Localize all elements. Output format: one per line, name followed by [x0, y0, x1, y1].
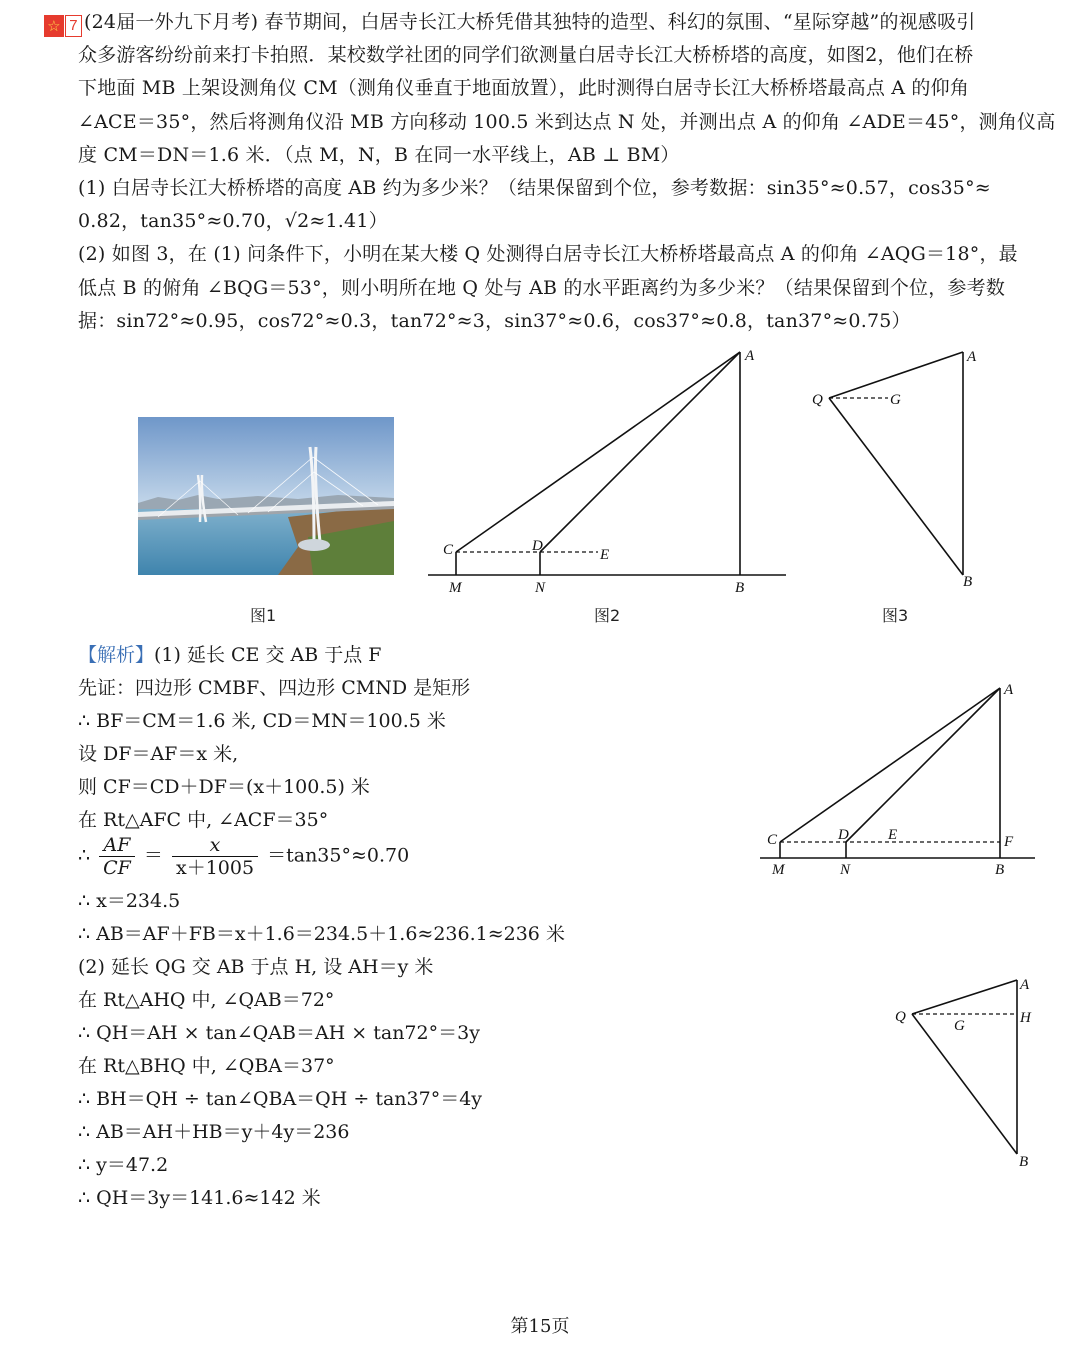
- solution-figure-2: [890, 970, 1050, 1175]
- solution-head: [78, 640, 381, 667]
- fraction-equation: [78, 834, 409, 879]
- fraction-numerator: x: [172, 834, 258, 857]
- label-a: A: [967, 349, 977, 365]
- solution-line: ∴ x＝234.5: [78, 890, 181, 912]
- analysis-tag: 【解析】: [78, 644, 155, 666]
- label-b: B: [963, 574, 973, 590]
- solution-line: ∴ AB＝AF＋FB＝x＋1.6＝234.5＋1.6≈236.1≈236 米: [78, 923, 565, 945]
- solution-line: ∴ QH＝3y＝141.6≈142 米: [78, 1187, 321, 1209]
- label-b: B: [995, 862, 1005, 878]
- solution-line: 在 Rt△AHQ 中, ∠QAB＝72°: [78, 989, 335, 1011]
- label-c: C: [443, 542, 454, 558]
- solution-line: ∴ AB＝AH＋HB＝y＋4y＝236: [78, 1121, 350, 1143]
- label-q: Q: [895, 1009, 906, 1025]
- label-a: A: [1020, 977, 1030, 993]
- label-n: N: [840, 862, 851, 878]
- label-a: A: [745, 348, 755, 364]
- solution-line: ∴ BF＝CM＝1.6 米, CD＝MN＝100.5 米: [78, 710, 446, 732]
- solution-line: 在 Rt△AFC 中, ∠ACF＝35°: [78, 809, 329, 831]
- figure-3-diagram: [805, 345, 985, 595]
- label-g: G: [954, 1018, 965, 1034]
- equals-sign: ＝: [143, 844, 163, 867]
- therefore-symbol: ∴: [78, 844, 91, 867]
- solution-line: ∴ QH＝AH × tan∠QAB＝AH × tan72°＝3y: [78, 1022, 480, 1044]
- label-f: F: [1004, 834, 1014, 850]
- bridge-photo: [138, 417, 394, 575]
- segment-ca: [780, 688, 1000, 842]
- label-n: N: [535, 580, 546, 596]
- problem-line: 下地面 MB 上架设测角仪 CM（测角仪垂直于地面放置），此时测得白居寺长江大桥桥塔最高点 A 的仰角: [78, 77, 970, 100]
- problem-statement: [44, 6, 1056, 338]
- segment-qb: [912, 1014, 1017, 1154]
- solution-figure-1: [755, 680, 1045, 880]
- solution-line: (2) 延长 QG 交 AB 于点 H, 设 AH＝y 米: [78, 956, 434, 978]
- fraction-numerator: AF: [99, 834, 135, 857]
- figure-2-caption: 图2: [594, 606, 621, 625]
- fraction-x: [172, 834, 258, 879]
- segment-da: [846, 688, 1000, 842]
- problem-line: 低点 B 的俯角 ∠BQG＝53°，则小明所在地 Q 处与 AB 的水平距离约为多少米？（结果保留到个位，参考数: [78, 276, 1006, 299]
- fraction-af-cf: [99, 834, 135, 879]
- label-q: Q: [812, 392, 823, 408]
- segment-qb: [829, 398, 963, 575]
- page-number: 第15页: [510, 1316, 570, 1337]
- figure-1-caption: 图1: [250, 606, 277, 625]
- problem-line: 度 CM＝DN＝1.6 米．（点 M，N，B 在同一水平线上，AB ⊥ BM）: [78, 143, 680, 166]
- solution-line: ∴ BH＝QH ÷ tan∠QBA＝QH ÷ tan37°＝4y: [78, 1088, 483, 1110]
- problem-line: [44, 6, 1044, 39]
- part1-head: (1) 延长 CE 交 AB 于点 F: [154, 644, 382, 666]
- problem-number: 7: [65, 15, 82, 37]
- segment-da: [540, 352, 740, 552]
- fraction-denominator: x＋1005: [175, 857, 255, 879]
- problem-line: 据：sin72°≈0.95，cos72°≈0.3，tan72°≈3，sin37°≈0.6，cos37°≈0.8，tan37°≈0.75）: [78, 309, 911, 332]
- problem-line: 0.82，tan35°≈0.70，√2≈1.41）: [78, 210, 388, 233]
- problem-line: (1) 白居寺长江大桥桥塔的高度 AB 约为多少米？（结果保留到个位，参考数据：sin35°≈0.57，cos35°≈: [78, 177, 991, 200]
- label-a: A: [1004, 682, 1014, 698]
- problem-line-text: (24届一外九下月考) 春节期间，白居寺长江大桥凭借其独特的造型、科幻的氛围、“星际穿越”的视感吸引: [84, 11, 976, 33]
- label-c: C: [767, 832, 778, 848]
- solution-line: 设 DF＝AF＝x 米,: [78, 743, 239, 765]
- figure-2-diagram: [420, 340, 800, 600]
- solution-line: 则 CF＝CD＋DF＝(x＋100.5) 米: [78, 776, 370, 798]
- label-e: E: [888, 827, 898, 843]
- label-m: M: [772, 862, 785, 878]
- label-d: D: [838, 827, 849, 843]
- label-m: M: [449, 580, 462, 596]
- problem-line: 众多游客纷纷前来打卡拍照．某校数学社团的同学们欲测量白居寺长江大桥桥塔的高度，如图2，他们在桥: [78, 44, 974, 67]
- label-b: B: [735, 580, 745, 596]
- label-b: B: [1019, 1154, 1029, 1170]
- solution-line: ∴ y＝47.2: [78, 1154, 169, 1176]
- label-h: H: [1020, 1010, 1031, 1026]
- segment-ca: [456, 352, 740, 552]
- label-d: D: [532, 538, 543, 554]
- problem-line: ∠ACE＝35°，然后将测角仪沿 MB 方向移动 100.5 米到达点 N 处，并测出点 A 的仰角 ∠ADE＝45°，测角仪高: [78, 110, 1056, 133]
- solution-line: 先证：四边形 CMBF、四边形 CMND 是矩形: [78, 677, 471, 699]
- figure-3-caption: 图3: [882, 606, 909, 625]
- label-e: E: [600, 547, 610, 563]
- star-icon: ☆: [44, 15, 64, 37]
- solution-line: 在 Rt△BHQ 中, ∠QBA＝37°: [78, 1055, 335, 1077]
- label-g: G: [890, 392, 901, 408]
- problem-line: (2) 如图 3，在 (1) 问条件下，小明在某大楼 Q 处测得白居寺长江大桥桥塔最高点 A 的仰角 ∠AQG＝18°，最: [78, 243, 1018, 266]
- segment-qa: [912, 980, 1017, 1014]
- fraction-result: ＝tan35°≈0.70: [267, 844, 410, 867]
- fraction-denominator: CF: [103, 857, 131, 879]
